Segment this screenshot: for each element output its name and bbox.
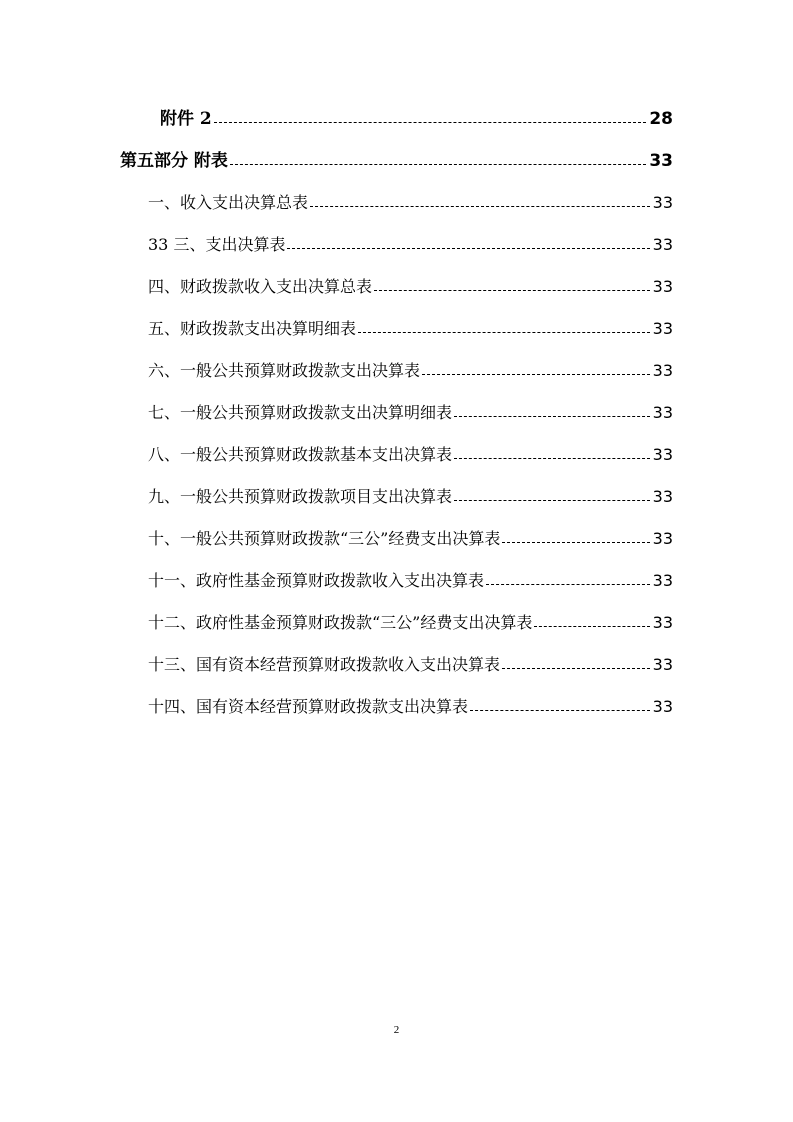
toc-entry[interactable] — [148, 692, 673, 718]
dot-leader — [502, 542, 649, 543]
toc-entry-page: 33 — [652, 529, 673, 548]
toc-entry-page: 33 — [652, 277, 673, 296]
toc-entry[interactable] — [148, 608, 673, 634]
dot-leader — [230, 164, 646, 165]
dot-leader — [454, 500, 650, 501]
toc-entry-page: 33 — [652, 571, 673, 590]
toc-entry-attachment-2[interactable] — [160, 104, 673, 130]
toc-entry[interactable] — [148, 440, 673, 466]
toc-entry-page: 33 — [652, 319, 673, 338]
page-number: 2 — [393, 1024, 400, 1036]
toc-entry[interactable] — [148, 272, 673, 298]
toc-entry[interactable] — [148, 398, 673, 424]
toc-entry-page: 33 — [652, 655, 673, 674]
dot-leader — [534, 626, 649, 627]
toc-entry-page: 28 — [649, 109, 673, 129]
toc-entry-label: 八、一般公共预算财政拨款基本支出决算表 — [148, 445, 453, 464]
toc-entry-label: 十二、政府性基金预算财政拨款“三公”经费支出决算表 — [148, 613, 533, 632]
toc-entry-label: 六、一般公共预算财政拨款支出决算表 — [148, 361, 421, 380]
dot-leader — [374, 290, 650, 291]
dot-leader — [454, 416, 650, 417]
toc-entry-label: 七、一般公共预算财政拨款支出决算明细表 — [148, 403, 453, 422]
toc-entry-page: 33 — [652, 193, 673, 212]
toc-entry-label: 十一、政府性基金预算财政拨款收入支出决算表 — [148, 571, 485, 590]
dot-leader — [310, 206, 650, 207]
toc-entry[interactable] — [148, 566, 673, 592]
dot-leader — [454, 458, 650, 459]
toc-entry-label: 四、财政拨款收入支出决算总表 — [148, 277, 373, 296]
toc-entry-label: 九、一般公共预算财政拨款项目支出决算表 — [148, 487, 453, 506]
toc-entry-page: 33 — [652, 697, 673, 716]
toc-entry[interactable] — [148, 230, 673, 256]
toc-entry-page: 33 — [652, 445, 673, 464]
toc-entry[interactable] — [148, 524, 673, 550]
toc-entry-label: 附件 2 — [160, 109, 212, 129]
toc-entry-page: 33 — [652, 403, 673, 422]
toc-entry-page: 33 — [652, 487, 673, 506]
dot-leader — [214, 122, 647, 123]
dot-leader — [502, 668, 650, 669]
toc-entry-part-five[interactable] — [120, 146, 673, 172]
dot-leader — [287, 248, 649, 249]
toc-entry[interactable] — [148, 650, 673, 676]
dot-leader — [358, 332, 650, 333]
toc-entry-label: 五、财政拨款支出决算明细表 — [148, 319, 357, 338]
dot-leader — [486, 584, 650, 585]
toc-entry-label: 33 三、支出决算表 — [148, 235, 286, 254]
toc-entry[interactable] — [148, 188, 673, 214]
toc-entry[interactable] — [148, 482, 673, 508]
toc-entry-label: 十四、国有资本经营预算财政拨款支出决算表 — [148, 697, 469, 716]
toc-entry-label: 一、收入支出决算总表 — [148, 193, 309, 212]
toc-entry[interactable] — [148, 356, 673, 382]
toc-entry-page: 33 — [649, 151, 673, 171]
toc-entry-page: 33 — [652, 235, 673, 254]
toc-entry-label: 第五部分 附表 — [120, 151, 228, 171]
toc-entry-page: 33 — [652, 361, 673, 380]
dot-leader — [422, 374, 650, 375]
toc-entry-label: 十、一般公共预算财政拨款“三公”经费支出决算表 — [148, 529, 501, 548]
toc-entry-label: 十三、国有资本经营预算财政拨款收入支出决算表 — [148, 655, 501, 674]
dot-leader — [470, 710, 650, 711]
toc-entry[interactable] — [148, 314, 673, 340]
toc-entry-page: 33 — [652, 613, 673, 632]
